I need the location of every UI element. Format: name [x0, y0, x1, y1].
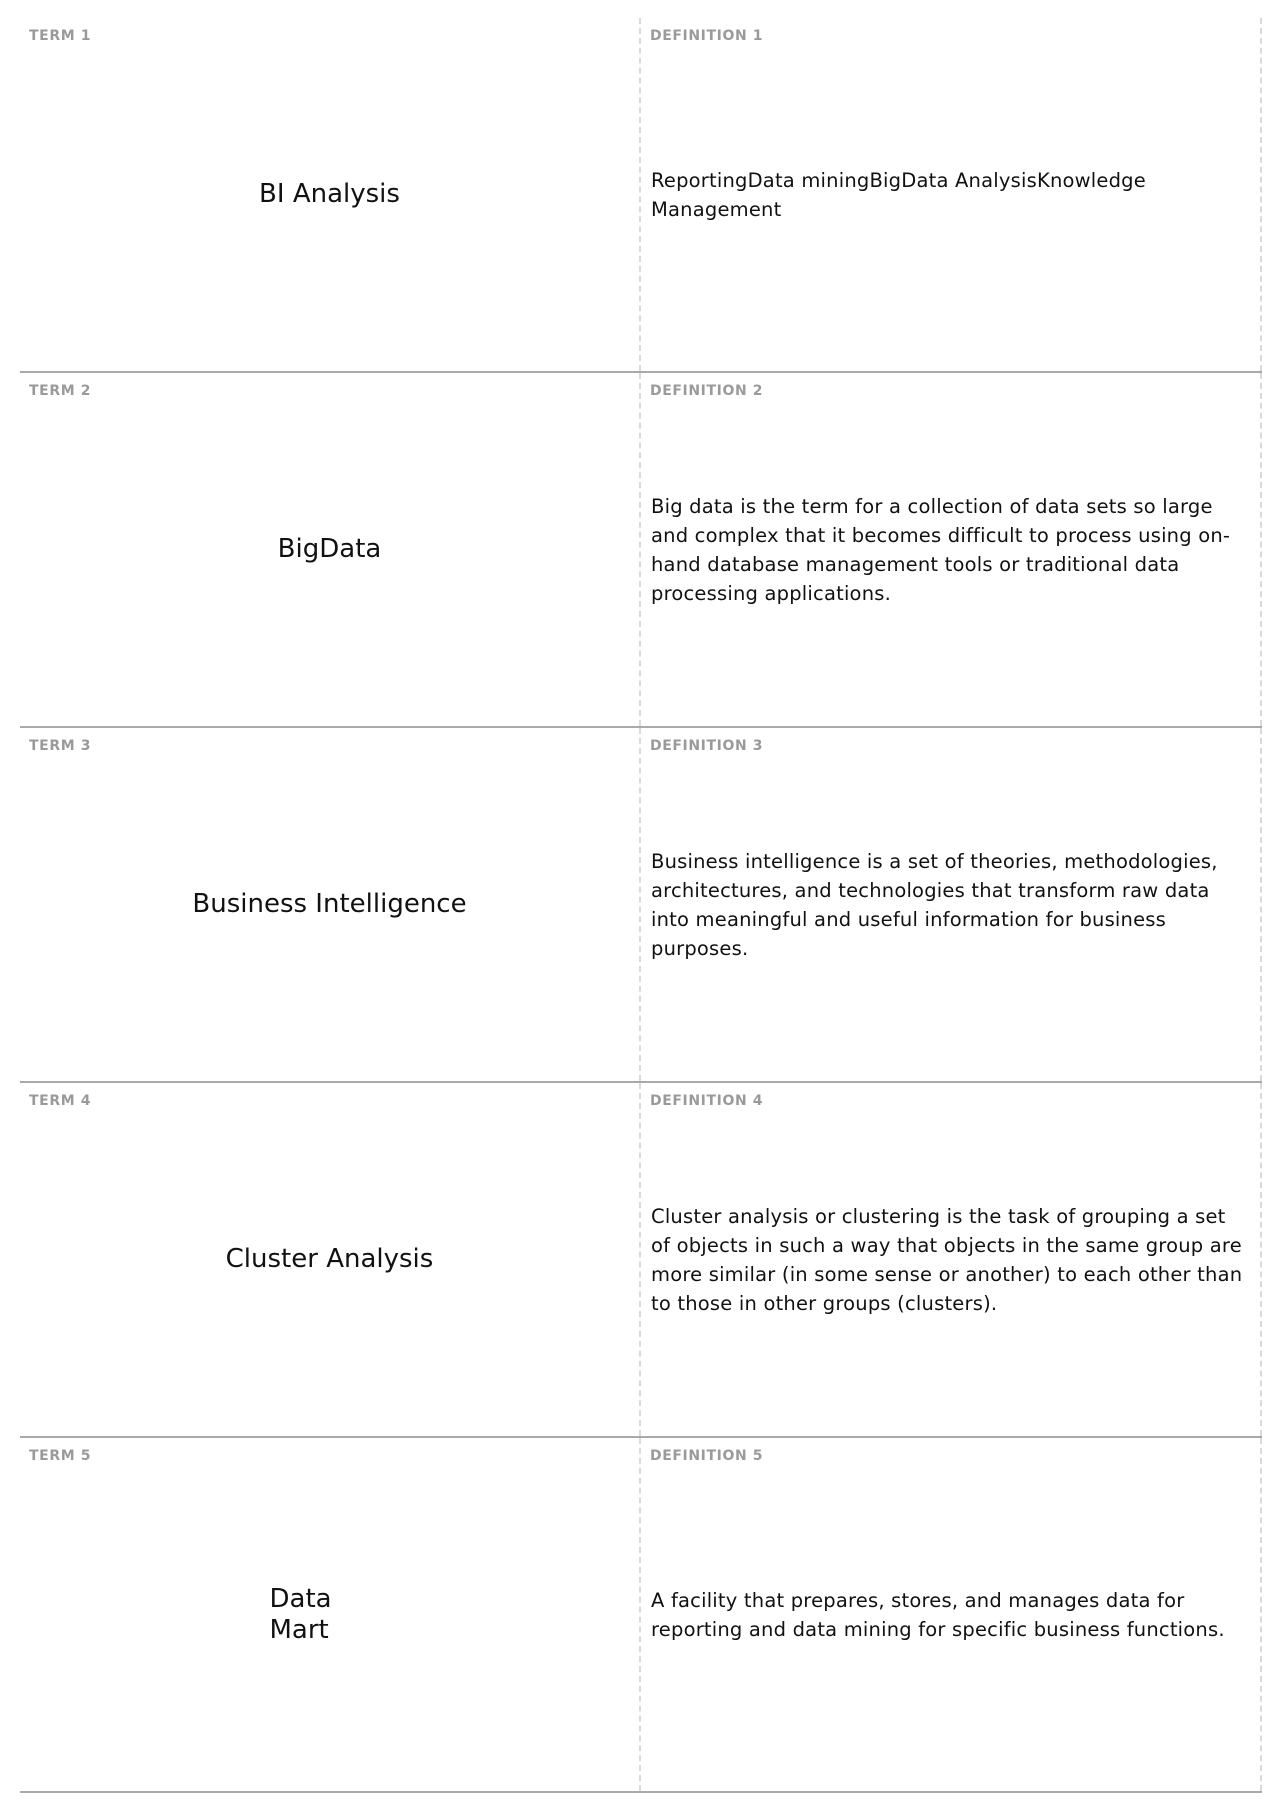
definition-cell [641, 1438, 1262, 1791]
term-label: TERM 4 [29, 1093, 92, 1109]
definition-text [651, 1083, 1244, 1436]
definition-value: Big data is the term for a collection of data sets so large and complex that it becomes difficult to process using on-hand database management tools or traditional data processing applications. [651, 494, 1231, 605]
term-text [20, 373, 639, 726]
definition-label: DEFINITION 5 [650, 1448, 764, 1464]
term-value: Data Mart [269, 1583, 332, 1645]
term-label: TERM 1 [29, 28, 92, 44]
definition-value: A facility that prepares, stores, and manages data for reporting and data mining for specific business functions. [651, 1588, 1225, 1641]
flashcard-row [20, 373, 1262, 728]
term-text [20, 18, 639, 371]
definition-value: Business intelligence is a set of theories, methodologies, architectures, and technologies that transform raw data into meaningful and useful information for business purposes. [651, 849, 1218, 960]
definition-label: DEFINITION 3 [650, 738, 764, 754]
definition-text [651, 18, 1244, 371]
term-cell [20, 728, 641, 1081]
term-label: TERM 3 [29, 738, 92, 754]
term-value: Cluster Analysis [225, 1244, 434, 1274]
definition-cell [641, 18, 1262, 371]
term-label: TERM 5 [29, 1448, 92, 1464]
term-text [20, 1438, 639, 1791]
definition-label: DEFINITION 1 [650, 28, 764, 44]
definition-label: DEFINITION 4 [650, 1093, 764, 1109]
term-text [20, 1083, 639, 1436]
flashcard-row [20, 1438, 1262, 1793]
term-value: Business Intelligence [192, 889, 467, 919]
term-cell [20, 1083, 641, 1436]
flashcard-row [20, 18, 1262, 373]
term-value: BigData [277, 534, 382, 564]
definition-text [651, 728, 1244, 1081]
term-cell [20, 18, 641, 371]
term-text [20, 728, 639, 1081]
definition-value: ReportingData miningBigData AnalysisKnowledge Management [651, 168, 1146, 221]
term-label: TERM 2 [29, 383, 92, 399]
definition-text [651, 1438, 1244, 1791]
definition-value: Cluster analysis or clustering is the task of grouping a set of objects in such a way that objects in the same group are more similar (in some sense or another) to each other than to those in other groups (clusters). [651, 1204, 1243, 1315]
definition-text [651, 373, 1244, 726]
flashcard-sheet [20, 18, 1262, 1793]
definition-cell [641, 1083, 1262, 1436]
term-cell [20, 373, 641, 726]
flashcard-row [20, 1083, 1262, 1438]
definition-cell [641, 728, 1262, 1081]
flashcard-row [20, 728, 1262, 1083]
definition-cell [641, 373, 1262, 726]
term-value: BI Analysis [259, 179, 400, 209]
definition-label: DEFINITION 2 [650, 383, 764, 399]
term-cell [20, 1438, 641, 1791]
